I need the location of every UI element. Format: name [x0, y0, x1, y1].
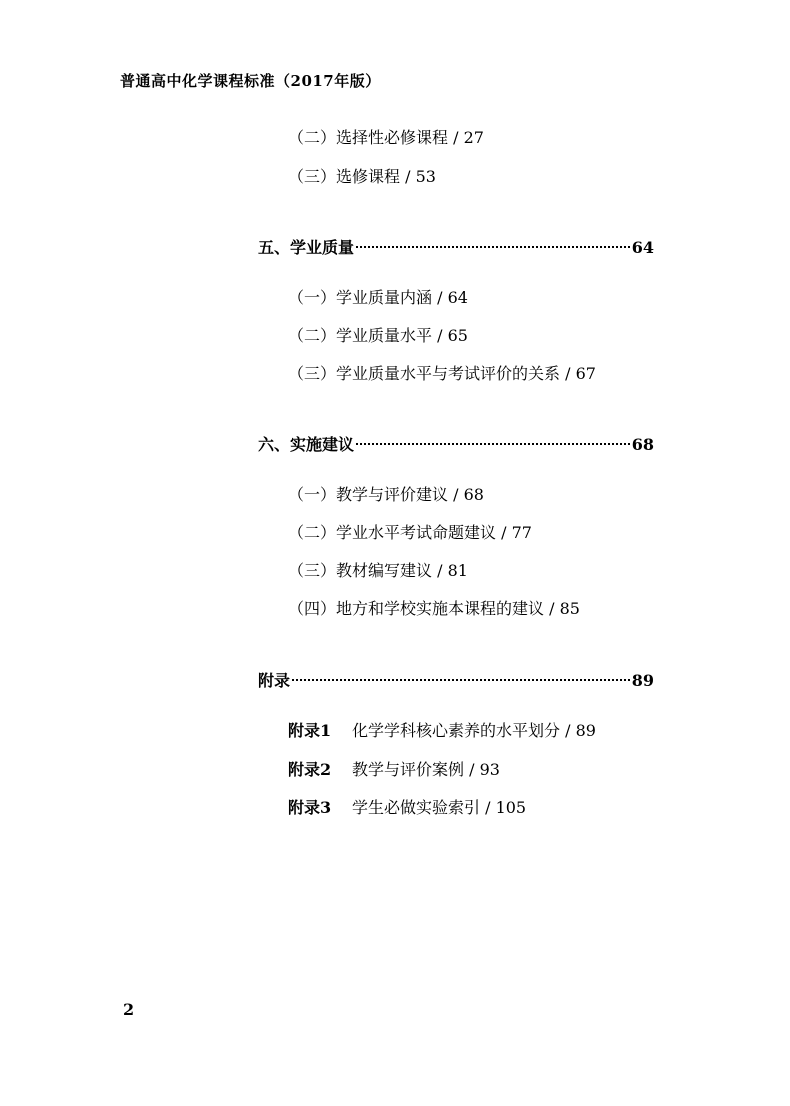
toc-entry-teaching-evaluation[interactable]: （一）教学与评价建议 / 68: [288, 485, 484, 504]
toc-entry-quality-exam-relation[interactable]: （三）学业质量水平与考试评价的关系 / 67: [288, 364, 596, 383]
dot-leader: [356, 246, 630, 248]
toc-entry-elective[interactable]: （三）选修课程 / 53: [288, 167, 436, 186]
chapter-title: 附录: [258, 671, 291, 690]
appendix-tag: 附录1: [288, 721, 332, 740]
chapter-page: 64: [631, 238, 654, 257]
appendix-text: 教学与评价案例 / 93: [352, 760, 500, 779]
chapter-page: 89: [631, 671, 654, 690]
chapter-title: 六、实施建议: [258, 435, 355, 454]
running-header: 普通高中化学课程标准（2017年版）: [120, 72, 381, 90]
appendix-text: 化学学科核心素养的水平划分 / 89: [352, 721, 596, 740]
appendix-tag: 附录2: [288, 760, 332, 779]
appendix-text: 学生必做实验索引 / 105: [352, 798, 527, 817]
dot-leader: [356, 443, 630, 445]
toc-entry-textbook-writing[interactable]: （三）教材编写建议 / 81: [288, 561, 468, 580]
toc-entry-local-school[interactable]: （四）地方和学校实施本课程的建议 / 85: [288, 599, 580, 618]
toc-chapter-academic-quality[interactable]: [258, 238, 654, 258]
chapter-title: 五、学业质量: [258, 238, 355, 257]
chapter-page: 68: [631, 435, 654, 454]
toc-chapter-implementation[interactable]: [258, 435, 654, 455]
toc-entry-elective-required[interactable]: （二）选择性必修课程 / 27: [288, 128, 484, 147]
toc-chapter-appendix[interactable]: [258, 671, 654, 691]
toc-entry-quality-level[interactable]: （二）学业质量水平 / 65: [288, 326, 468, 345]
toc-appendix-1[interactable]: [288, 721, 596, 741]
toc-appendix-2[interactable]: [288, 760, 500, 780]
appendix-tag: 附录3: [288, 798, 332, 817]
page-number: 2: [123, 1000, 135, 1019]
toc-entry-exam-proposition[interactable]: （二）学业水平考试命题建议 / 77: [288, 523, 532, 542]
toc-entry-quality-meaning[interactable]: （一）学业质量内涵 / 64: [288, 288, 468, 307]
dot-leader: [292, 679, 630, 681]
toc-appendix-3[interactable]: [288, 798, 526, 818]
